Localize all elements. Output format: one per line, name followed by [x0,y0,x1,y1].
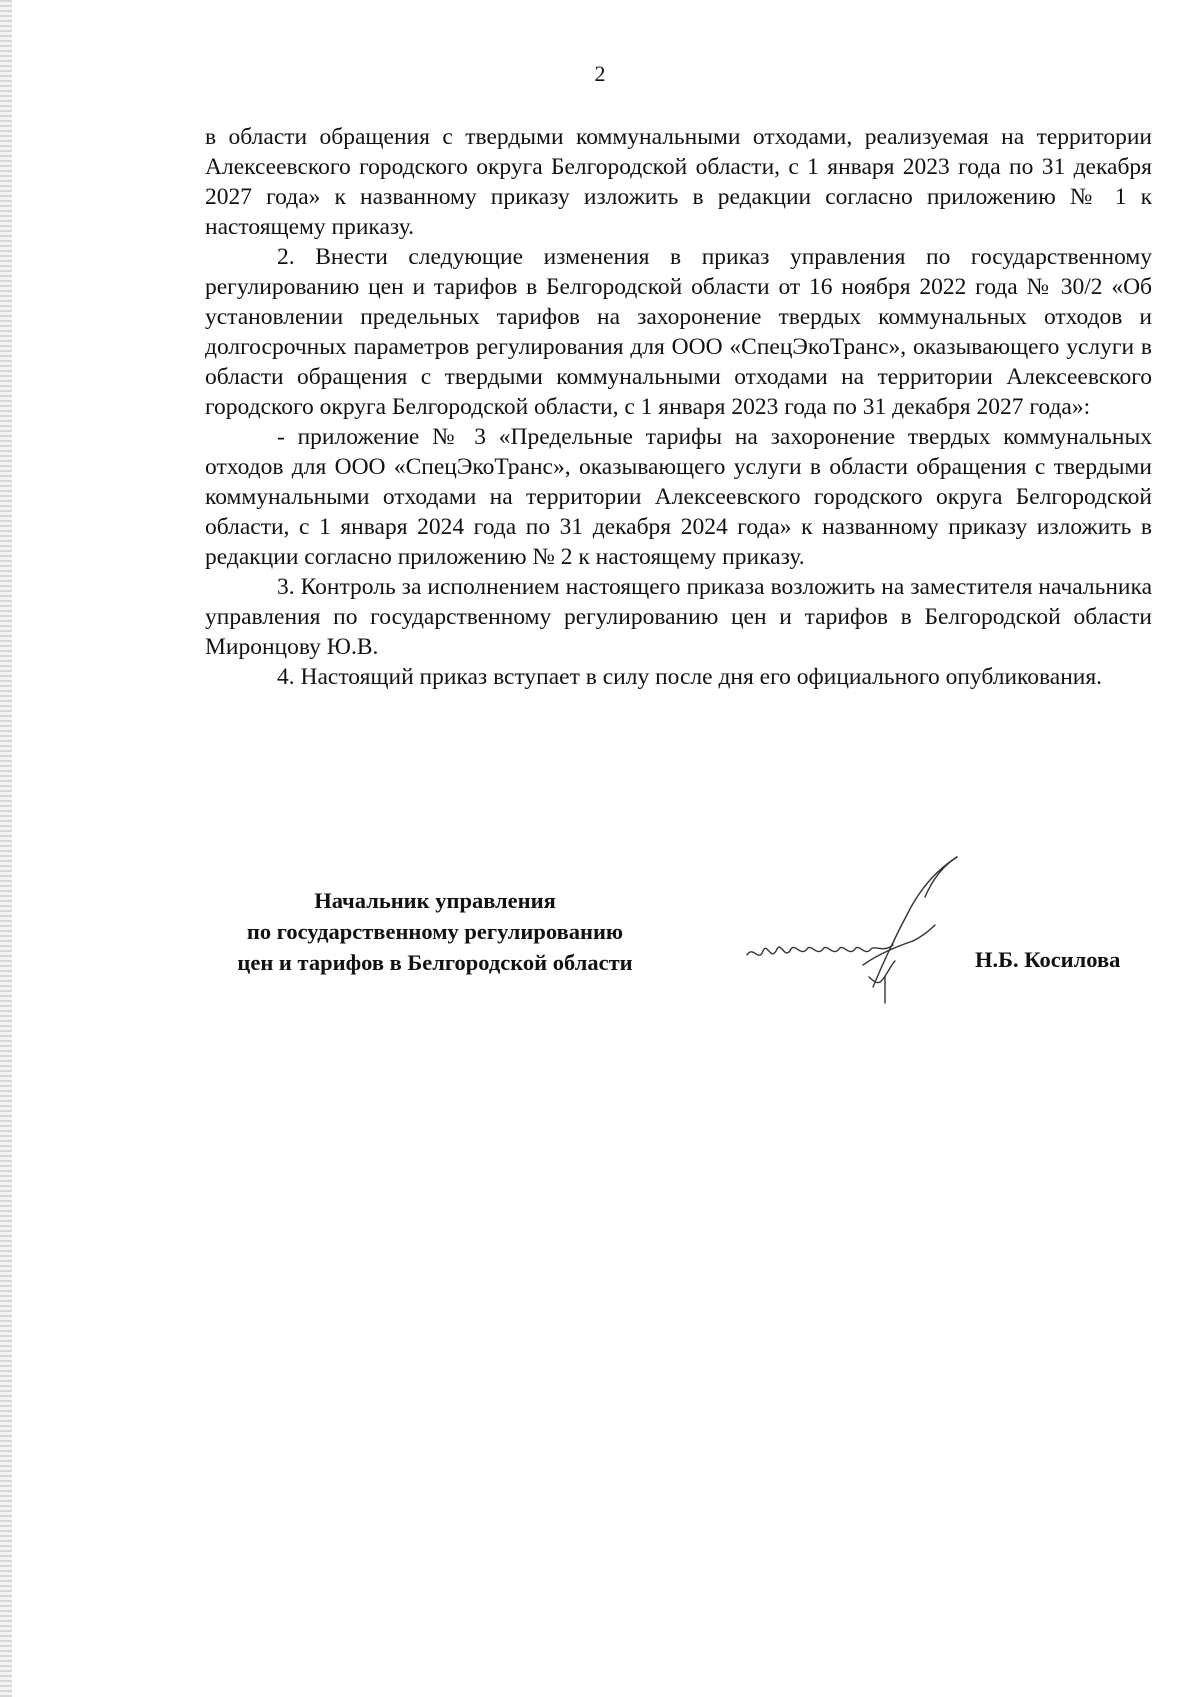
document-body [205,122,1152,692]
paragraph-item-2: 2. Внести следующие изменения в приказ управления по государственному регулированию цен и тарифов в Белгородской области от 16 ноября 2022 года № 30/2 «Об установлении предельных тарифов на захоронение твердых коммунальных отходов и долгосрочных параметров регулирования для ООО «СпецЭкоТранс», оказывающего услуги в области обращения с твердыми коммунальными отходами на территории Алексеевского городского округа Белгородской области, с 1 января 2023 года по 31 декабря 2027 года»: [205,244,1152,420]
page-number: 2 [594,61,606,86]
paragraph-item-4: 4. Настоящий приказ вступает в силу после дня его официального опубликования. [277,664,1103,690]
position-line-3: цен и тарифов в Белгородской области [237,950,633,975]
signatory-position [190,885,680,978]
position-line-2: по государственному регулированию [246,919,624,944]
paragraph-item-3: 3. Контроль за исполнением настоящего приказа возложить на заместителя начальника управления по государственному регулированию цен и тарифов в Белгородской области Миронцову Ю.В. [205,574,1152,660]
paragraph-appendix-3: - приложение № 3 «Предельные тарифы на захоронение твердых коммунальных отходов для ООО «СпецЭкоТранс», оказывающего услуги в области обращения с твердыми коммунальными отходами на территории Алексеевского городского округа Белгородской области, с 1 января 2024 года по 31 декабря 2024 года» к названному приказу изложить в редакции согласно приложению № 2 к настоящему приказу. [205,424,1152,570]
signer-name: Н.Б. Косилова [975,947,1121,972]
position-line-1: Начальник управления [314,888,556,913]
scan-edge-artifact [0,0,12,1697]
paragraph-continuation: в области обращения с твердыми коммунальными отходами, реализуемая на территории Алексеевского городского округа Белгородской области, с 1 января 2023 года по 31 декабря 2027 года» к названному приказу изложить в редакции согласно приложению № 1 к настоящему приказу. [205,124,1152,240]
handwritten-signature [745,845,985,1015]
